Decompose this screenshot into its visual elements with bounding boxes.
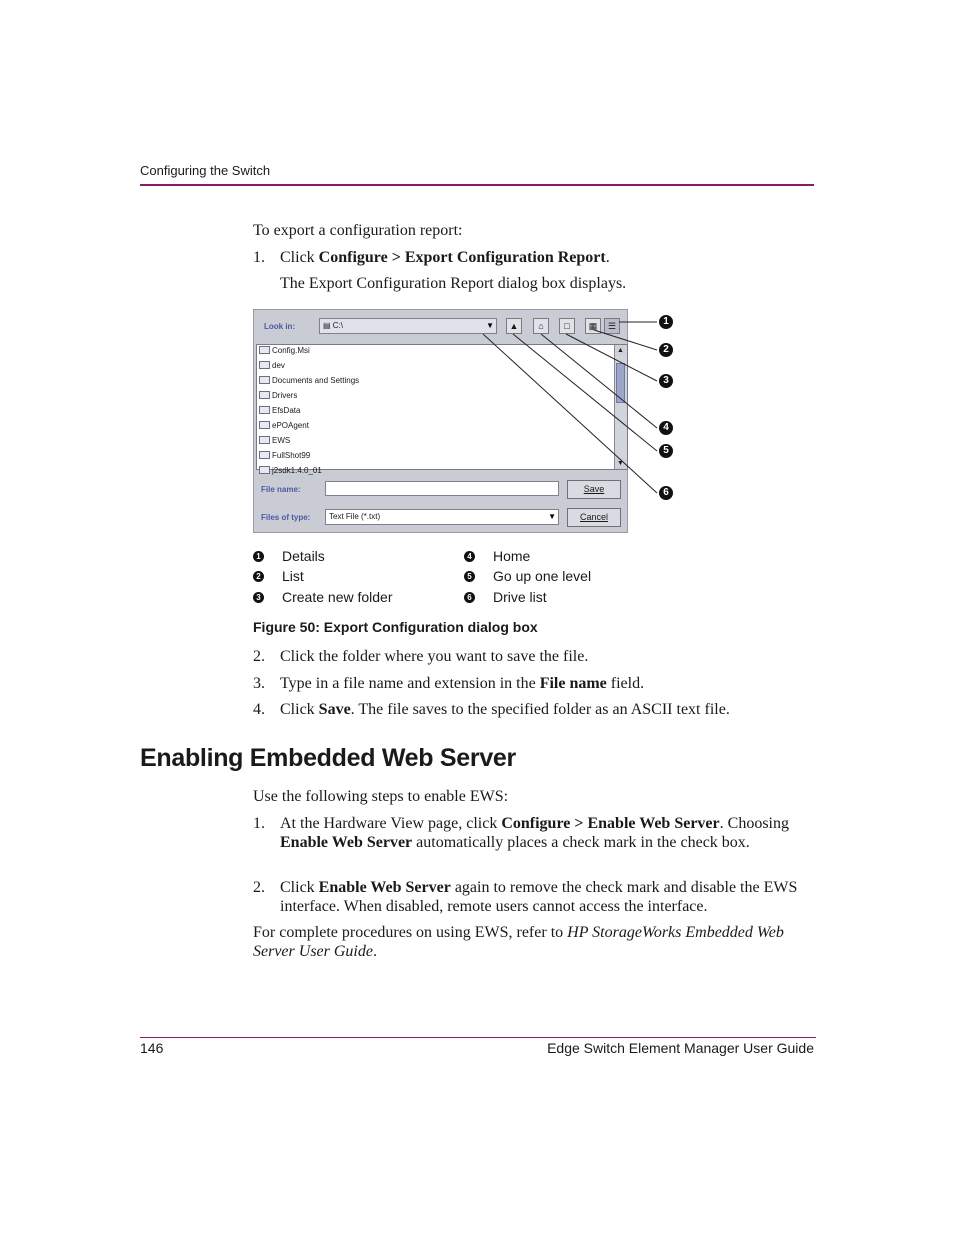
up-folder-icon: ▲ [509,321,519,331]
step-number: 1. [253,249,265,266]
callout-1: 1 [659,315,673,329]
legend-label-drive-list: Drive list [493,589,547,605]
legend-number: 1 [253,551,264,562]
section-lead: Use the following steps to enable EWS: [253,788,509,805]
callout-line-5 [513,334,657,451]
callout-6: 6 [659,486,673,500]
step-text: Click Configure > Export Configuration Report. [280,249,610,266]
drive-list-value: C:\ [332,321,344,330]
legend-label-details: Details [282,548,325,564]
chevron-down-icon: ▼ [548,512,556,521]
step-number: 2. [253,879,265,896]
step-text: At the Hardware View page, click Configure > Enable Web Server. Choosing Enable Web Server automatically places a check mark in the check box. [280,815,789,851]
scroll-up-icon[interactable]: ▲ [615,345,626,356]
page-number: 146 [140,1040,164,1056]
step-1-followup: The Export Configuration Report dialog box displays. [280,275,627,292]
chevron-down-icon: ▼ [486,321,494,330]
callout-3: 3 [659,374,673,388]
callout-4: 4 [659,421,673,435]
section-heading: Enabling Embedded Web Server [140,744,516,772]
legend-number: 4 [464,551,475,562]
step-number: 4. [253,701,265,718]
files-of-type-value: Text File (*.txt) [329,512,381,521]
list-item[interactable]: Drivers [259,390,297,405]
legend-number: 5 [464,571,475,582]
file-name-label: File name: [261,485,301,494]
list-item[interactable]: Config.Msi [259,345,310,360]
callout-line-2 [594,330,657,350]
callout-5: 5 [659,444,673,458]
list-item[interactable]: ePOAgent [259,420,309,435]
files-of-type-label: Files of type: [261,513,311,522]
callout-line-4 [541,334,657,428]
legend-label-go-up-one-level: Go up one level [493,568,592,584]
list-item[interactable]: FullShot99 [259,450,310,465]
intro-lead: To export a configuration report: [253,222,463,239]
legend-number: 2 [253,571,264,582]
list-item[interactable]: EfsData [259,405,300,420]
list-item[interactable]: j2sdk1.4.0_01 [259,465,322,480]
save-button[interactable]: Save [567,480,621,499]
step-text: Click the folder where you want to save the file. [280,648,589,665]
new-folder-icon: □ [564,321,570,331]
legend-number: 3 [253,592,264,603]
list-item[interactable]: dev [259,360,285,375]
step-text: Click Enable Web Server again to remove the check mark and disable the EWS interface. When disabled, remote users cannot access the interface. [280,879,798,915]
footer-rule [140,1037,816,1038]
list-icon: ▦ [588,321,598,331]
legend-label-home: Home [493,548,531,564]
legend-number: 6 [464,592,475,603]
callout-2: 2 [659,343,673,357]
look-in-label: Look in: [264,322,296,331]
callout-line-3 [566,334,657,381]
legend-label-create-new-folder: Create new folder [282,589,393,605]
figure-caption: Figure 50: Export Configuration dialog box [253,619,538,635]
step-text: Click Save. The file saves to the specified folder as an ASCII text file. [280,701,730,718]
closing-paragraph: For complete procedures on using EWS, refer to HP StorageWorks Embedded Web Server User Guide. [253,924,784,960]
home-icon: ⌂ [538,321,544,331]
step-number: 2. [253,648,265,665]
scroll-down-icon[interactable]: ▼ [615,458,626,469]
cancel-button[interactable]: Cancel [567,508,621,527]
list-item[interactable]: EWS [259,435,290,450]
legend-label-list: List [282,568,304,584]
drive-icon: ▤ [323,321,333,330]
details-icon: ☰ [607,321,617,331]
running-head: Configuring the Switch [140,163,271,178]
list-item[interactable]: Documents and Settings [259,375,359,390]
footer-title: Edge Switch Element Manager User Guide [547,1040,814,1056]
step-text: Type in a file name and extension in the File name field. [280,675,645,692]
step-number: 1. [253,815,265,832]
step-number: 3. [253,675,265,692]
